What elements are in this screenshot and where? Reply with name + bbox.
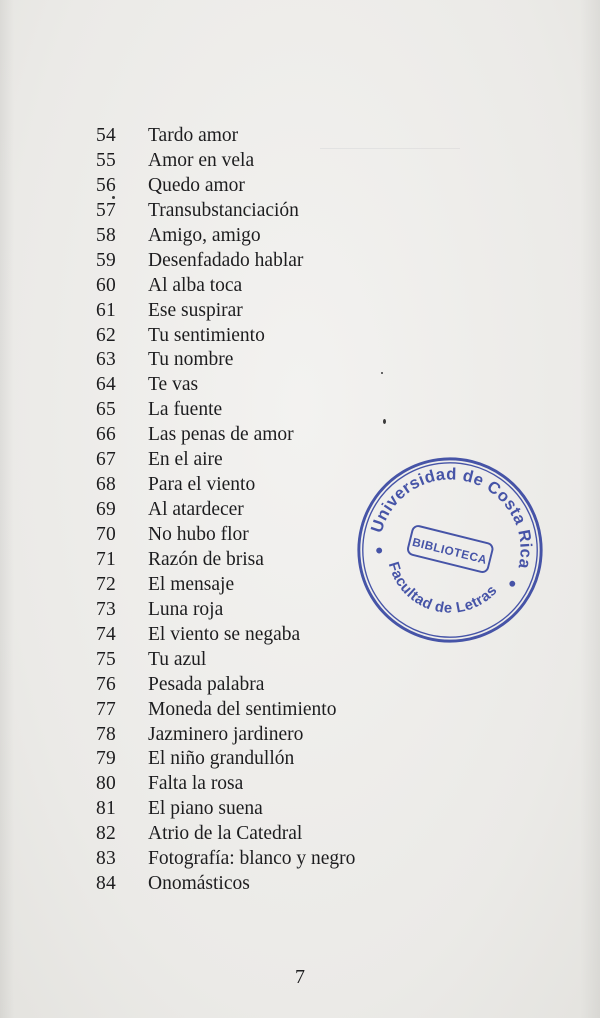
toc-entry-number: 59 xyxy=(96,249,116,271)
toc-entry xyxy=(96,149,426,174)
toc-entry-number: 73 xyxy=(96,598,116,620)
toc-entry xyxy=(96,174,426,199)
toc-entry-title: Tardo amor xyxy=(148,125,239,146)
page-number: 7 xyxy=(295,966,305,988)
toc-entry xyxy=(96,872,426,897)
toc-entry-number: 60 xyxy=(96,274,116,296)
toc-entry-title: Amigo, amigo xyxy=(148,224,261,246)
toc-entry-title: Tu nombre xyxy=(148,349,234,371)
toc-entry-title: El mensaje xyxy=(148,573,235,595)
toc-entry-title: Te vas xyxy=(148,374,199,396)
toc-entry-title: Transubstanciación xyxy=(148,199,299,221)
toc-entry-number: 67 xyxy=(96,449,116,471)
toc-entry-title: Ese suspirar xyxy=(148,299,243,321)
toc-entry-number: 56 xyxy=(96,174,116,196)
toc-entry-title: Atrio de la Catedral xyxy=(148,823,303,845)
toc-entry-title: Al alba toca xyxy=(148,274,243,296)
stamp-top-text: Universidad de Costa Rica xyxy=(366,464,536,571)
toc-entry-title: El niño grandullón xyxy=(148,748,295,770)
toc-entry-number: 62 xyxy=(96,324,116,346)
toc-entry-title: Para el viento xyxy=(148,474,256,496)
toc-entry-number: 83 xyxy=(96,848,116,870)
toc-entry xyxy=(96,847,426,872)
toc-entry-title: Moneda del sentimiento xyxy=(148,698,337,720)
toc-entry-number: 55 xyxy=(96,149,116,171)
toc-entry xyxy=(96,698,426,723)
toc-entry-title: Onomásticos xyxy=(148,873,250,895)
toc-entry-title: No hubo flor xyxy=(148,524,249,545)
stamp-center-text: BIBLIOTECA xyxy=(410,535,489,567)
toc-entry-title: El viento se negaba xyxy=(148,623,301,645)
toc-entry-title: Tu azul xyxy=(148,648,207,670)
stamp-bottom-text: Facultad de Letras xyxy=(384,560,501,617)
toc-entry-number: 78 xyxy=(96,723,116,745)
toc-entry-title: Pesada palabra xyxy=(148,673,265,695)
toc-entry xyxy=(96,373,426,398)
toc-entry-title: Quedo amor xyxy=(148,174,245,196)
toc-entry-title: Razón de brisa xyxy=(148,548,264,570)
toc-entry-number: 54 xyxy=(96,125,116,146)
toc-entry xyxy=(96,398,426,423)
toc-entry-title: La fuente xyxy=(148,399,223,421)
toc-entry xyxy=(96,199,426,224)
toc-entry xyxy=(96,772,426,797)
toc-entry-title: Desenfadado hablar xyxy=(148,249,304,271)
toc-entry xyxy=(96,224,426,249)
toc-entry-number: 68 xyxy=(96,474,116,496)
toc-entry xyxy=(96,797,426,822)
toc-entry-title: Falta la rosa xyxy=(148,773,244,795)
toc-entry xyxy=(96,673,426,698)
toc-entry-number: 61 xyxy=(96,299,116,321)
toc-entry-number: 71 xyxy=(96,548,116,570)
toc-entry xyxy=(96,822,426,847)
toc-entry-number: 63 xyxy=(96,349,116,371)
toc-entry-number: 84 xyxy=(96,873,116,895)
ink-speck xyxy=(112,196,115,199)
toc-entry-number: 81 xyxy=(96,798,116,820)
ink-speck xyxy=(381,372,383,374)
toc-entry-title: En el aire xyxy=(148,449,223,471)
toc-entry-number: 57 xyxy=(96,199,116,221)
toc-entry xyxy=(96,249,426,274)
toc-entry-title: Jazminero jardinero xyxy=(148,723,304,745)
toc-entry xyxy=(96,324,426,349)
toc-entry-number: 79 xyxy=(96,748,116,770)
toc-entry-title: Luna roja xyxy=(148,598,224,620)
toc-entry-title: Al atardecer xyxy=(148,499,244,521)
toc-entry-title: El piano suena xyxy=(148,798,263,820)
toc-entry-title: Las penas de amor xyxy=(148,424,294,446)
toc-entry xyxy=(96,648,426,673)
toc-entry xyxy=(96,747,426,772)
toc-entry xyxy=(96,723,426,748)
toc-entry-number: 72 xyxy=(96,573,116,595)
toc-entry-number: 64 xyxy=(96,374,116,396)
toc-entry-number: 69 xyxy=(96,499,116,521)
toc-entry-number: 70 xyxy=(96,524,116,545)
toc-entry xyxy=(96,124,426,149)
toc-entry-number: 65 xyxy=(96,399,116,421)
toc-entry-number: 77 xyxy=(96,698,116,720)
toc-entry-number: 80 xyxy=(96,773,116,795)
toc-entry-number: 66 xyxy=(96,424,116,446)
toc-entry-title: Tu sentimiento xyxy=(148,324,265,346)
toc-entry-number: 75 xyxy=(96,648,116,670)
toc-entry-number: 58 xyxy=(96,224,116,246)
toc-entry-number: 82 xyxy=(96,823,116,845)
toc-entry-number: 74 xyxy=(96,623,116,645)
ink-speck xyxy=(383,419,386,424)
toc-entry xyxy=(96,274,426,299)
toc-entry xyxy=(96,299,426,324)
toc-entry-title: Fotografía: blanco y negro xyxy=(148,848,356,870)
toc-entry-number: 76 xyxy=(96,673,116,695)
toc-entry xyxy=(96,348,426,373)
toc-entry-title: Amor en vela xyxy=(148,149,255,171)
